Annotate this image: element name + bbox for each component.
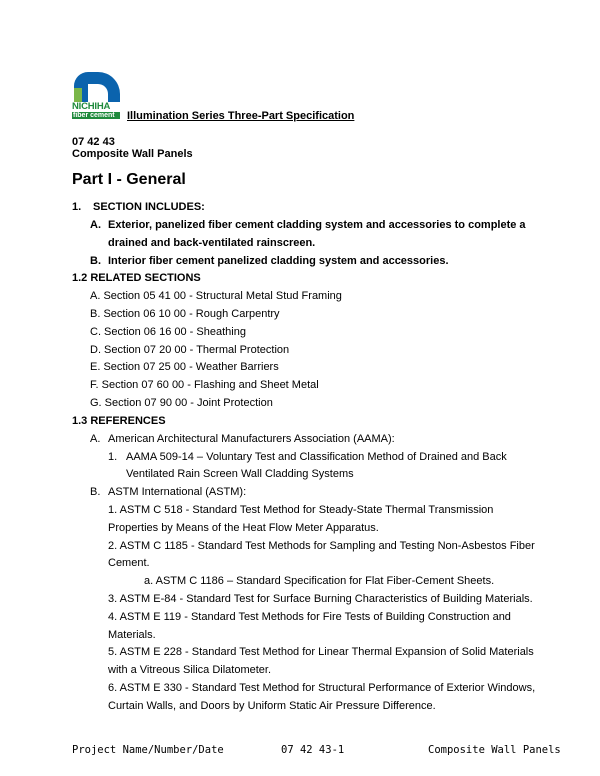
list-item: D. Section 07 20 00 - Thermal Protection bbox=[90, 344, 290, 356]
part-heading: Part I - General bbox=[72, 171, 186, 188]
reference-item: 5. ASTM E 228 - Standard Test Method for Linear Thermal Expansion of Solid Materials bbox=[108, 646, 534, 658]
reference-item: Properties by Means of the Heat Flow Meter Apparatus. bbox=[108, 522, 379, 534]
item-text: Exterior, panelized fiber cement cladding system and accessories to complete a bbox=[108, 219, 526, 231]
section-1-number: 1. bbox=[72, 201, 82, 213]
item-text: American Architectural Manufacturers Association (AAMA): bbox=[108, 433, 395, 445]
list-item: F. Section 07 60 00 - Flashing and Sheet Metal bbox=[90, 379, 319, 391]
item-label: A. bbox=[90, 219, 101, 231]
reference-item: 1. ASTM C 518 - Standard Test Method for Steady-State Thermal Transmission bbox=[108, 504, 494, 516]
reference-item: 6. ASTM E 330 - Standard Test Method for Structural Performance of Exterior Windows, bbox=[108, 682, 536, 694]
list-item: G. Section 07 90 00 - Joint Protection bbox=[90, 397, 273, 409]
reference-item: with a Vitreous Silica Dilatometer. bbox=[108, 664, 272, 676]
reference-item: 4. ASTM E 119 - Standard Test Methods for Fire Tests of Building Construction and bbox=[108, 611, 511, 623]
nichiha-logo bbox=[72, 70, 124, 122]
item-label: A. bbox=[90, 433, 101, 445]
reference-item: 2. ASTM C 1185 - Standard Test Methods for Sampling and Testing Non-Asbestos Fiber bbox=[108, 540, 535, 552]
item-text: AAMA 509-14 – Voluntary Test and Classification Method of Drained and Back bbox=[126, 451, 507, 463]
reference-item: Materials. bbox=[108, 629, 156, 641]
reference-item: Cement. bbox=[108, 557, 150, 569]
reference-subitem: a. ASTM C 1186 – Standard Specification for Flat Fiber-Cement Sheets. bbox=[144, 575, 495, 587]
item-text: Ventilated Rain Screen Wall Cladding Systems bbox=[126, 468, 354, 480]
logo-wordmark: NICHIHA bbox=[72, 101, 111, 112]
section-1-heading: SECTION INCLUDES: bbox=[93, 201, 205, 213]
footer-section-name: Composite Wall Panels bbox=[428, 744, 561, 756]
logo-arc-icon bbox=[72, 70, 124, 104]
item-text: drained and back-ventilated rainscreen. bbox=[108, 237, 316, 249]
item-text: ASTM International (ASTM): bbox=[108, 486, 247, 498]
item-label: B. bbox=[90, 255, 101, 267]
list-item: A. Section 05 41 00 - Structural Metal Stud Framing bbox=[90, 290, 342, 302]
section-subtitle: Composite Wall Panels bbox=[72, 148, 193, 160]
footer-page-number: 07 42 43-1 bbox=[281, 744, 345, 756]
document-title: Illumination Series Three-Part Specification bbox=[127, 110, 355, 122]
item-label: B. bbox=[90, 486, 101, 498]
reference-item: 3. ASTM E-84 - Standard Test for Surface Burning Characteristics of Building Materials. bbox=[108, 593, 533, 605]
section-3-heading: 1.3 REFERENCES bbox=[72, 415, 166, 427]
item-label: 1. bbox=[108, 451, 118, 463]
footer-project: Project Name/Number/Date bbox=[72, 744, 224, 756]
list-item: E. Section 07 25 00 - Weather Barriers bbox=[90, 361, 279, 373]
list-item: C. Section 06 16 00 - Sheathing bbox=[90, 326, 246, 338]
list-item: B. Section 06 10 00 - Rough Carpentry bbox=[90, 308, 280, 320]
logo-tagline: fiber cement bbox=[72, 112, 120, 119]
section-2-heading: 1.2 RELATED SECTIONS bbox=[72, 272, 201, 284]
reference-item: Curtain Walls, and Doors by Uniform Static Air Pressure Difference. bbox=[108, 700, 436, 712]
item-text: Interior fiber cement panelized cladding system and accessories. bbox=[108, 255, 449, 267]
section-number: 07 42 43 bbox=[72, 136, 115, 148]
